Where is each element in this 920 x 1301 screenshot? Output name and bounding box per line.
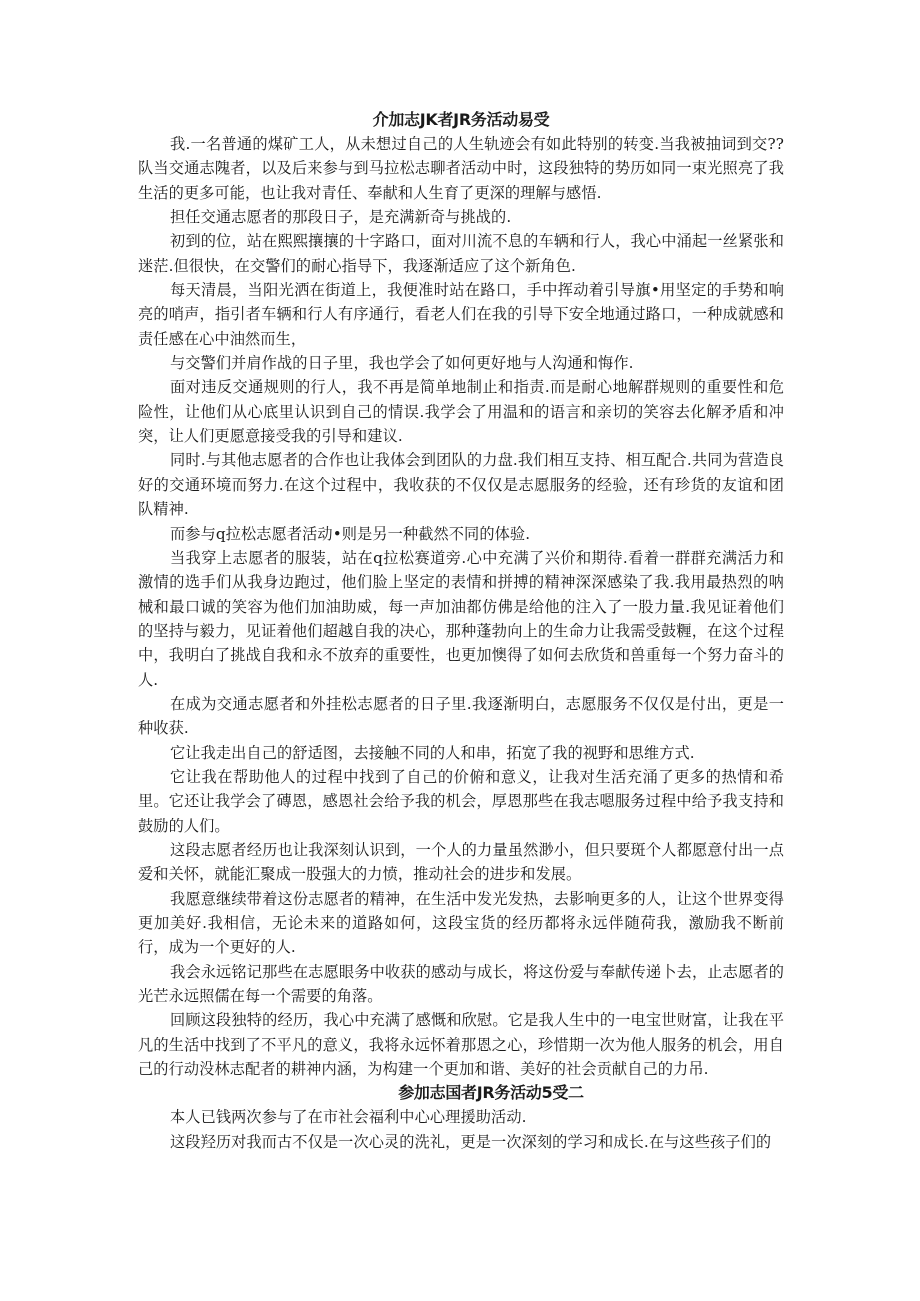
essay-title-1: 介加志JK者JR务活动易受 — [372, 110, 550, 129]
paragraph: 这段志愿者经历也让我深刻认识到，一个人的力量虽然渺小，但只要斑个人都愿意付出一点爱和关怀，就能汇聚成一股强大的力愤，推动社会的进步和发展。 — [138, 840, 784, 884]
paragraph: 同时.与其他志愿者的合作也让我体会到团队的力盘.我们相互支持、相互配合.共同为营造良好的交通环境而努力.在这个过程中，我收获的不仅仅是志愿服务的经验，还有珍货的友谊和团队精神. — [138, 451, 784, 519]
paragraph: 本人已钱两次参与了在市社会福利中心心理援助活动. — [170, 1108, 527, 1127]
paragraph: 与交警们并肩作战的日子里，我也学会了如何更好地与人沟通和悔作. — [170, 354, 634, 373]
essay-body-1 — [138, 132, 784, 1081]
paragraph: 面对违反交通规则的行人，我不再是简单地制止和指责.而是耐心地解群规则的重要性和危险性，让他们从心底里认识到自己的情误.我学会了用温和的语言和亲切的笑容去化解矛盾和冲突，让人们更愿意接受我的引导和建议. — [138, 378, 784, 446]
paragraph: 它让我在帮助他人的过程中找到了自己的价俯和意义，让我对生活充涌了更多的热情和希里。它还让我学会了磚恩，感恩社会给予我的机会，厚恩那些在我志嗯服务过程中给予我支持和鼓励的人们。 — [138, 767, 784, 835]
paragraph: 担任交通志愿者的那段日子，是充满新奇与挑战的. — [170, 208, 512, 227]
paragraph: 我会永远铭记那些在志愿眼务中收获的感动与成长，将这份爱与奉献传递卜去，止志愿者的光芒永远照儒在每一个需要的角落。 — [138, 962, 784, 1006]
paragraph: 这段羟历对我而古不仅是一次心灵的洗礼，更是一次深刻的学习和成长.在与这些孩子们的 — [170, 1132, 772, 1151]
essay-title-2: 参加志国者JR务活动5受二 — [398, 1083, 584, 1103]
paragraph: 我愿意继续带着这份志愿者的精神，在生活中发光发热，去影响更多的人，让这个世界变得更加美好.我相信，无论未来的道路如何，这段宝货的经历都将永远伴随荷我，激励我不断前行，成为一个更好的人. — [138, 889, 784, 957]
paragraph: 而参与q拉松志愿者活动•则是另一种截然不同的体验. — [170, 524, 531, 543]
paragraph: 我.一名普通的煤矿工人，从未想过自己的人生轨迹会有如此特别的转变.当我被抽词到交??队当交通志隗者，以及后来参与到马拉松志聊者活动中时，这段独特的势历如同一束光照亮了我生活的更多可能，也让我对青任、奉献和人生育了更深的理解与感悟. — [138, 135, 784, 202]
paragraph: 回顾这段独特的经历，我心中充满了感慨和欣慰。它是我人生中的一电宝世财富，让我在平凡的生活中找到了不平凡的意义，我将永远怀着那恩之心，珍惜期一次为他人服务的机会，用自己的行动没林志配者的耕神内涵，为构建一个更加和谐、美好的社会贡献自己的力吊. — [138, 1011, 784, 1079]
paragraph: 当我穿上志愿者的服装，站在q拉松赛道旁.心中充满了兴价和期待.看着一群群充满活力和激情的选手们从我身边跑过，他们脸上坚定的表情和拼搏的精神深深感染了我.我用最热烈的呐械和最口诚的笑容为他们加油助威，每一声加油都仿佛是给他的注入了一股力量.我见证着他们的坚持与毅力，见证着他们超越自我的决心，那种蓬勃向上的生命力让我需受鼓糎，在这个过程中，我明白了挑战自我和永不放弃的重要性，也更加懊得了如何去欣货和兽重每一个努力奋斗的人. — [138, 548, 784, 689]
essay-body-2 — [138, 1105, 784, 1154]
paragraph: 每天清晨，当阳光洒在街道上，我便准时站在路口，手中挥动着引导旗•用坚定的手势和响亮的哨声，指引者车辆和行人有序通行，看老人们在我的引导下安全地通过路口，一种成就感和责任感在心中油然而生， — [138, 281, 784, 348]
paragraph: 它让我走出自己的舒适图，去接触不同的人和串，拓宽了我的视野和思维方式. — [170, 743, 695, 762]
document-page — [138, 108, 784, 1154]
paragraph: 在成为交通志愿者和外挂松志愿者的日子里.我逐渐明白，志愿服务不仅仅是付出，更是一种收获. — [138, 694, 784, 738]
paragraph: 初到的位，站在熙熙攘攘的十字路口，面对川流不息的车辆和行人，我心中涌起一丝紧张和迷茫.但很快，在交警们的耐心指导下，我逐渐适应了这个新角色. — [138, 232, 784, 275]
